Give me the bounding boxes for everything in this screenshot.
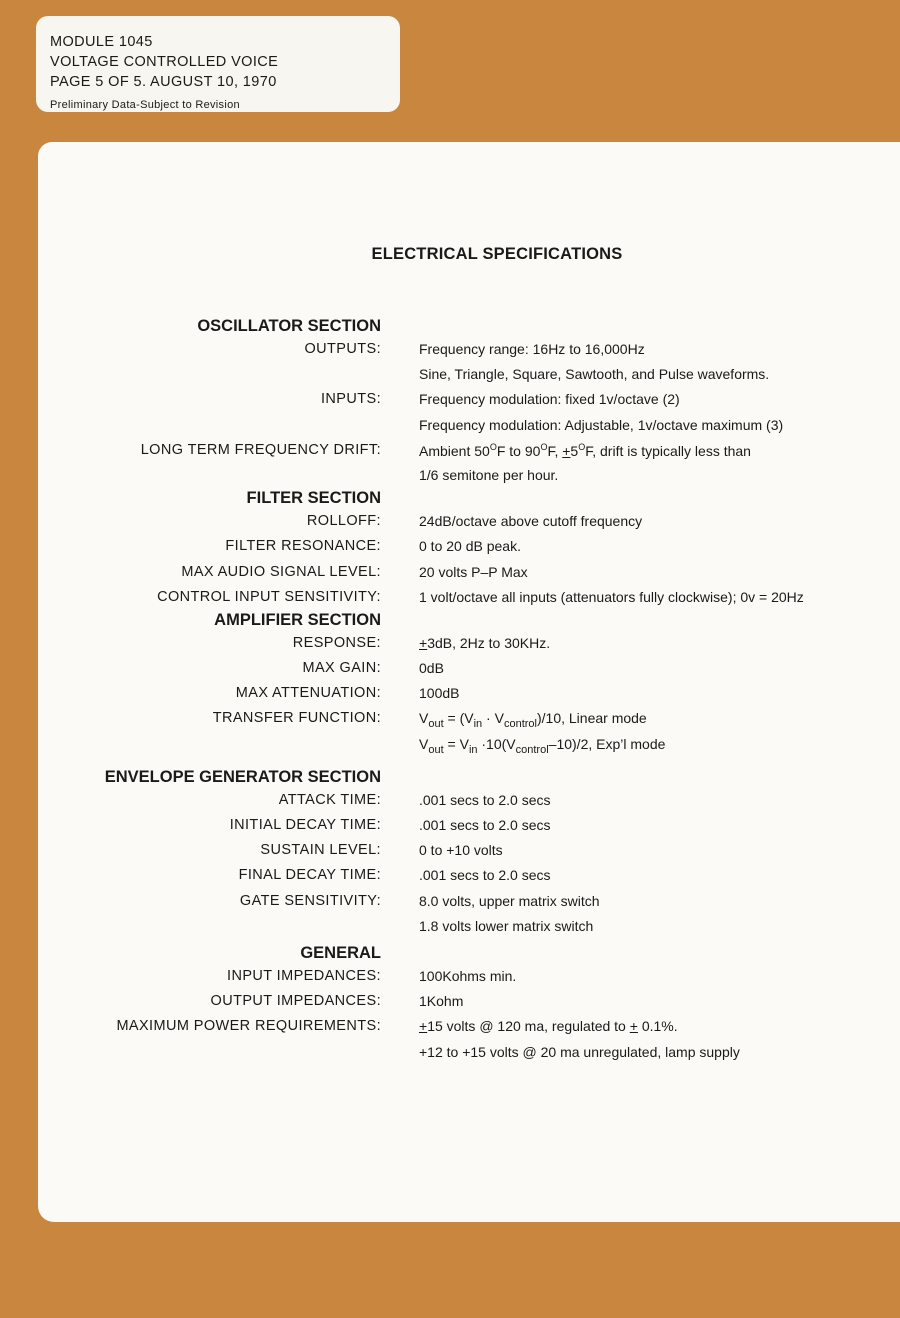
degree-mark: O [540, 441, 548, 452]
formula-text: = (V [443, 710, 474, 727]
formula-text: )/10, Linear mode [536, 710, 647, 727]
document-title: ELECTRICAL SPECIFICATIONS [371, 245, 623, 263]
preliminary-note: Preliminary Data-Subject to Revision [50, 99, 240, 111]
header-box [36, 16, 400, 112]
spec-label: GATE SENSITIVITY: [239, 892, 381, 909]
spec-label: INITIAL DECAY TIME: [229, 817, 381, 833]
spec-value [419, 710, 647, 730]
page-date: PAGE 5 OF 5. AUGUST 10, 1970 [50, 74, 277, 90]
plus-minus-mark: + [629, 1018, 638, 1035]
plus-minus-mark: + [419, 634, 428, 651]
spec-label: MAX AUDIO SIGNAL LEVEL: [181, 563, 381, 580]
response-text: 3dB, 2Hz to 30KHz. [427, 634, 551, 651]
spec-value: 0 to 20 dB peak. [419, 538, 521, 555]
spec-value [419, 1018, 678, 1034]
formula-subscript: out [428, 743, 444, 756]
power-text: 0.1%. [637, 1018, 678, 1035]
drift-text: F, drift is typically less than [585, 442, 751, 459]
spec-label: INPUT IMPEDANCES: [227, 967, 381, 984]
spec-value: 1 volt/octave all inputs (attenuators fully clockwise); 0v = 20Hz [419, 588, 804, 605]
spec-value: .001 secs to 2.0 secs [419, 817, 551, 833]
spec-value: .001 secs to 2.0 secs [419, 791, 551, 808]
spec-label: OUTPUT IMPEDANCES: [210, 993, 381, 1010]
spec-value: .001 secs to 2.0 secs [419, 867, 551, 884]
section-title: GENERAL [300, 943, 381, 962]
spec-label: TRANSFER FUNCTION: [212, 710, 381, 727]
formula-text: = V [443, 735, 469, 752]
spec-value [419, 442, 751, 459]
power-text: 15 volts @ 120 ma, regulated to [427, 1018, 630, 1035]
formula-subscript: control [515, 743, 549, 756]
spec-value: Frequency modulation: Adjustable, 1v/octave maximum (3) [419, 416, 784, 433]
drift-text: Ambient 50 [419, 442, 490, 459]
spec-value [419, 736, 665, 756]
spec-value: Sine, Triangle, Square, Sawtooth, and Pulse waveforms. [419, 366, 770, 383]
spec-label: OUTPUTS: [304, 341, 381, 357]
spec-label: LONG TERM FREQUENCY DRIFT: [140, 441, 381, 458]
spec-sheet [38, 142, 900, 1222]
formula-text: –10)/2, Exp’l mode [548, 735, 666, 752]
formula-text: V [419, 710, 429, 727]
spec-value: 1Kohm [419, 993, 464, 1010]
spec-label: FILTER RESONANCE: [225, 538, 381, 555]
section-title: AMPLIFIER SECTION [214, 610, 381, 629]
formula-subscript: in [468, 743, 478, 756]
formula-subscript: out [428, 718, 444, 731]
formula-subscript: in [473, 718, 483, 731]
spec-value: 0dB [419, 660, 444, 677]
module-number: MODULE 1045 [50, 34, 153, 50]
section-title: ENVELOPE GENERATOR SECTION [104, 767, 381, 786]
spec-label: ATTACK TIME: [278, 791, 381, 808]
spec-value: Frequency range: 16Hz to 16,000Hz [419, 341, 645, 357]
module-name: VOLTAGE CONTROLLED VOICE [50, 54, 279, 70]
spec-value: 1.8 volts lower matrix switch [419, 917, 594, 934]
spec-label: MAX GAIN: [302, 660, 381, 677]
spec-value: +12 to +15 volts @ 20 ma unregulated, lamp supply [419, 1043, 740, 1060]
spec-value: 100Kohms min. [419, 967, 517, 984]
formula-subscript: control [503, 718, 537, 731]
section-title: FILTER SECTION [246, 489, 381, 508]
spec-label: MAXIMUM POWER REQUIREMENTS: [116, 1018, 381, 1035]
spec-label: ROLLOFF: [306, 513, 381, 530]
formula-text: · V [482, 710, 504, 727]
spec-label: MAX ATTENUATION: [235, 685, 381, 702]
spec-value: 1/6 semitone per hour. [419, 466, 559, 483]
spec-value: 0 to +10 volts [419, 842, 503, 859]
section-title: OSCILLATOR SECTION [197, 317, 381, 335]
drift-text: F, [547, 442, 563, 459]
spec-label: SUSTAIN LEVEL: [260, 842, 381, 859]
drift-text: F to 90 [496, 442, 541, 459]
spec-value: 100dB [419, 685, 460, 702]
spec-label: FINAL DECAY TIME: [238, 867, 381, 884]
spec-value: Frequency modulation: fixed 1v/octave (2) [419, 391, 680, 408]
spec-value: 20 volts P–P Max [419, 563, 528, 580]
degree-mark: O [578, 441, 586, 452]
spec-label: RESPONSE: [292, 634, 381, 651]
spec-value: 8.0 volts, upper matrix switch [419, 892, 600, 909]
plus-minus-mark: + [562, 442, 571, 459]
spec-label: CONTROL INPUT SENSITIVITY: [157, 588, 381, 605]
spec-label: INPUTS: [321, 391, 381, 408]
spec-value [419, 635, 550, 651]
degree-mark: O [489, 441, 497, 452]
formula-text: V [419, 735, 429, 752]
plus-minus-mark: + [419, 1018, 428, 1035]
drift-text: 5 [570, 442, 579, 459]
spec-value: 24dB/octave above cutoff frequency [419, 513, 643, 530]
formula-text: ·10(V [477, 735, 516, 752]
